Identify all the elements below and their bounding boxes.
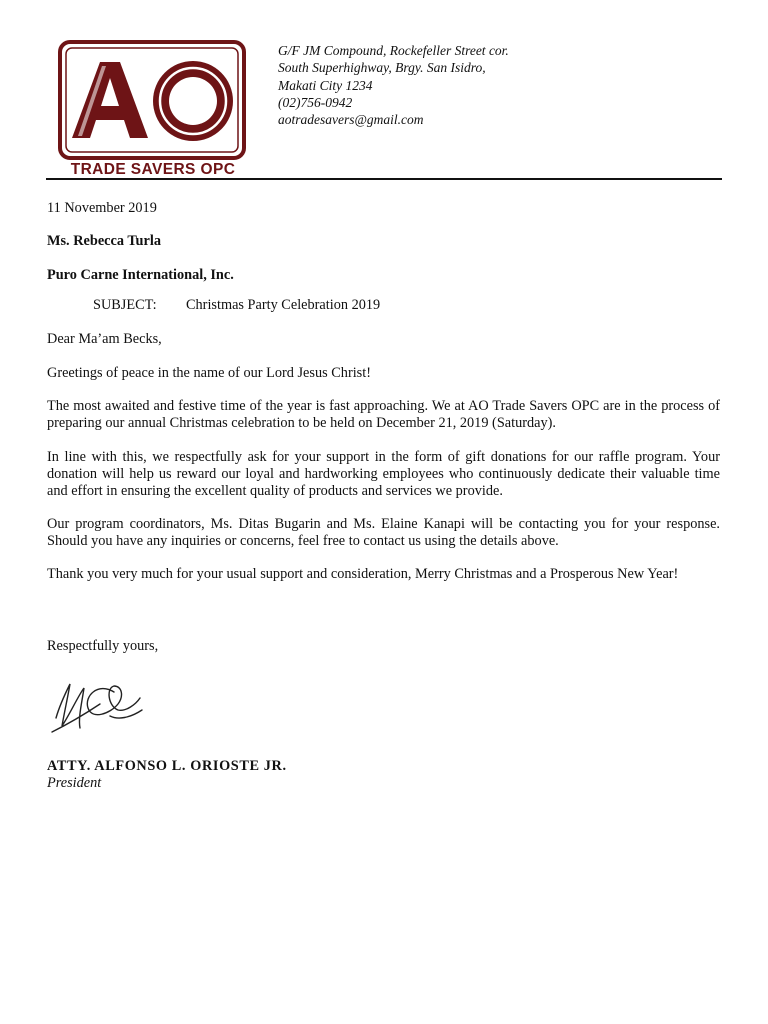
closing: Respectfully yours, (47, 638, 159, 654)
phone-number: (02)756-0942 (278, 94, 353, 110)
salutation: Dear Ma’am Becks, (47, 331, 162, 347)
email-address: aotradesavers@gmail.com (278, 112, 424, 128)
body-paragraph: Our program coordinators, Ms. Ditas Bugarin and Ms. Elaine Kanapi will be contacting you for your response. Should you have any inquiries or concerns, feel free to contact us using the details above. (47, 516, 720, 549)
company-logo (58, 40, 248, 180)
body-paragraph: Thank you very much for your usual support and consideration, Merry Christmas and a Prosperous New Year! (47, 566, 679, 582)
signatory-title: President (47, 775, 102, 791)
subject-value: Christmas Party Celebration 2019 (186, 297, 381, 313)
body-paragraph: In line with this, we respectfully ask for your support in the form of gift donations for our raffle program. Your donation will help us reward our loyal and hardworking employees who continuously dedicate their valuable time and effort in ensuring the excellent quality of products and services we provide. (47, 449, 720, 499)
signature (48, 674, 148, 743)
company-address (278, 42, 509, 128)
signatory-name: ATTY. ALFONSO L. ORIOSTE JR. (47, 758, 287, 774)
recipient-name: Ms. Rebecca Turla (47, 233, 161, 249)
body-paragraph: The most awaited and festive time of the year is fast approaching. We at AO Trade Savers OPC are in the process of preparing our annual Christmas celebration to be held on December 21, 2019 (Saturday). (47, 398, 720, 431)
address-line: South Superhighway, Brgy. San Isidro, (278, 60, 486, 76)
logo-wordmark: TRADE SAVERS OPC (70, 161, 236, 178)
subject-label: SUBJECT: (93, 297, 157, 313)
address-line: Makati City 1234 (278, 77, 373, 93)
recipient-company: Puro Carne International, Inc. (47, 267, 234, 283)
address-line: G/F JM Compound, Rockefeller Street cor. (278, 43, 509, 58)
body-paragraph: Greetings of peace in the name of our Lord Jesus Christ! (47, 365, 371, 381)
header-divider (46, 178, 722, 180)
letter-date: 11 November 2019 (47, 200, 157, 216)
